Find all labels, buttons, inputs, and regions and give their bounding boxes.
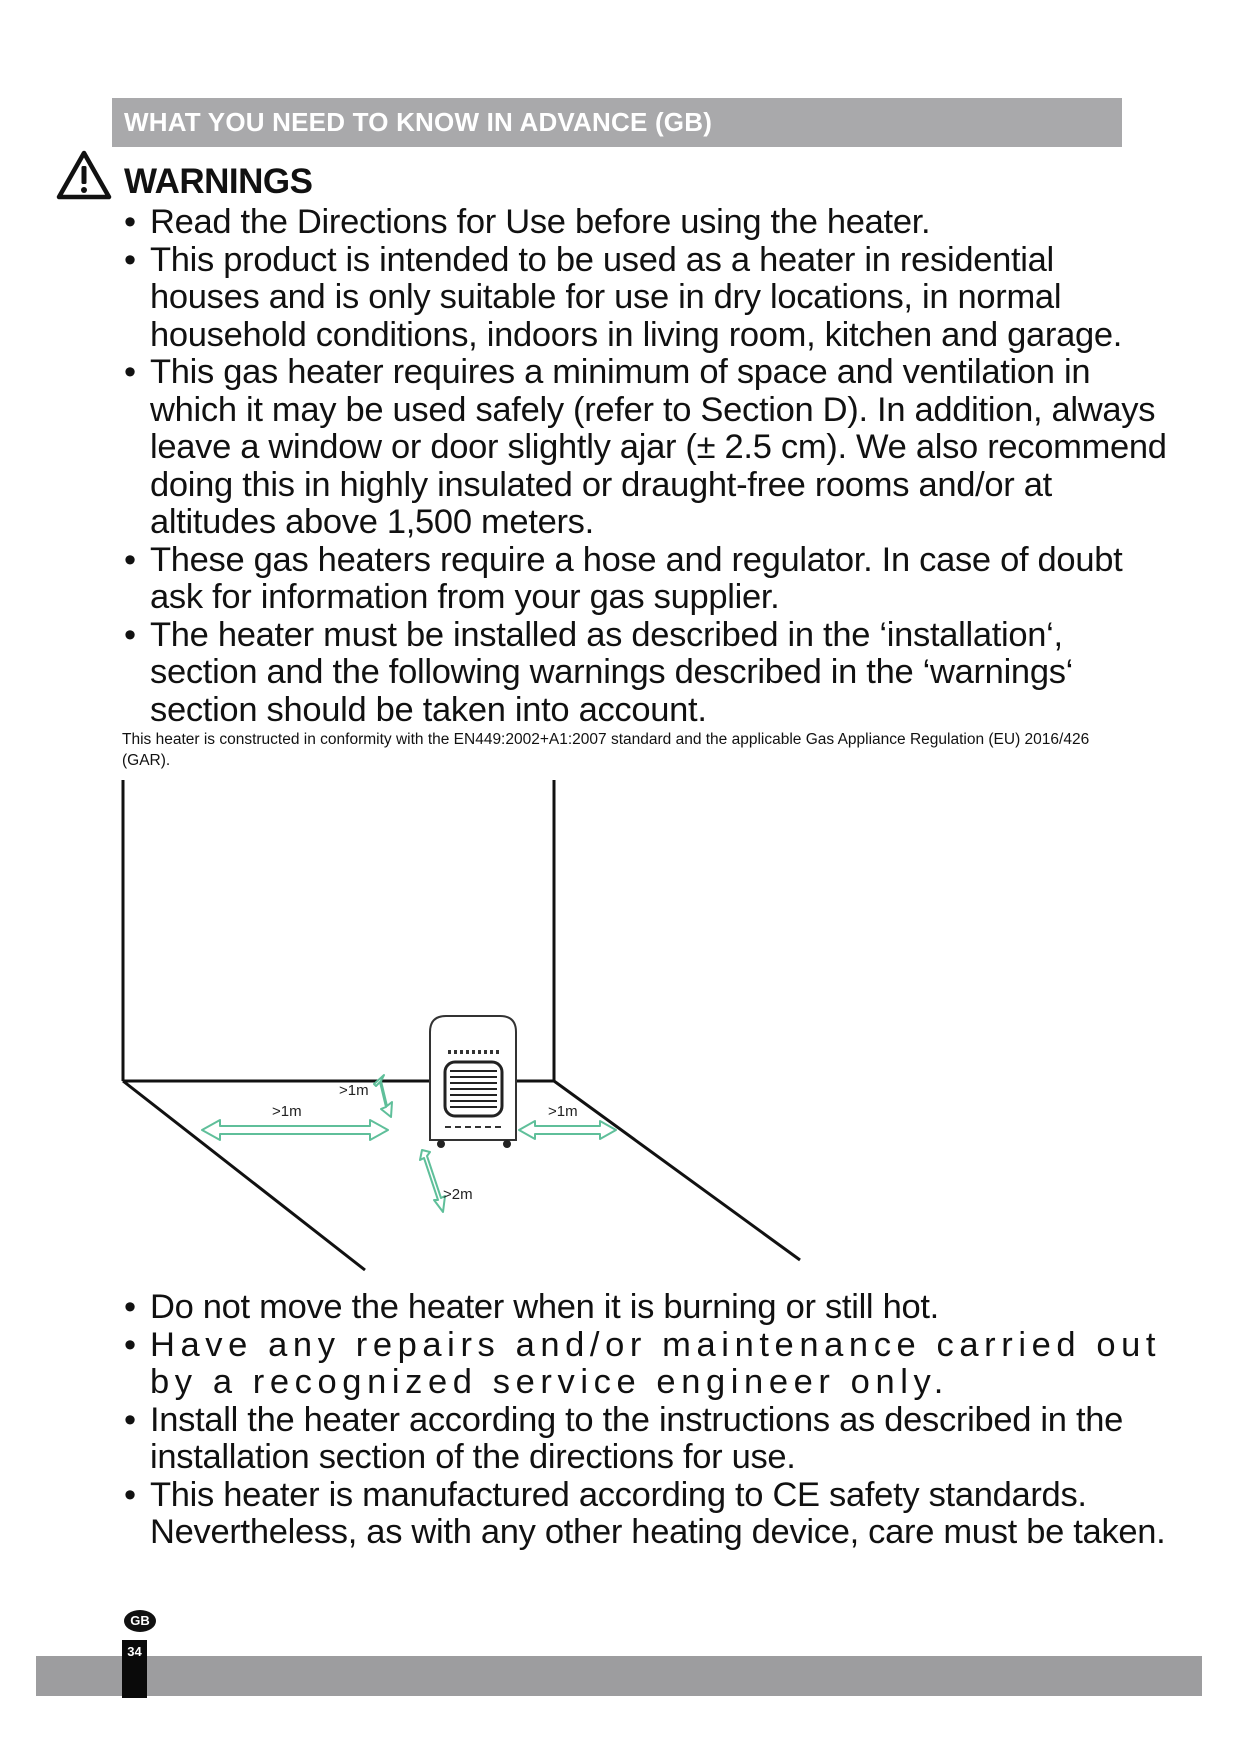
warning-item: • This product is intended to be used as a heater in residential houses and is only suitable for use in dry locations, in normal household conditions, indoors in living room, kitchen and garage. [122,242,1172,355]
warning-item: • This gas heater requires a minimum of space and ventilation in which it may be used safely (refer to Section D). In addition, always leave a window or door slightly ajar (± 2.5 cm). We also recommend doing this in highly insulated or draught-free rooms and/or at altitudes above 1,500 meters. [122,354,1172,542]
warning-item: • The heater must be installed as described in the ‘installation‘, section and the following warnings described in the ‘warnings‘ section should be taken into account. [122,617,1172,730]
warnings-list-bottom [122,1289,1172,1552]
section-header-title: WHAT YOU NEED TO KNOW IN ADVANCE (GB) [124,107,713,137]
label-right: >1m [548,1103,578,1120]
conformity-note: This heater is constructed in conformity with the EN449:2002+A1:2007 standard and the applicable Gas Appliance Regulation (EU) 2016/426 (GAR). [122,731,1090,769]
warning-item [122,1327,1172,1402]
section-header-bar [112,98,1122,147]
arrow-front [420,1150,445,1212]
arrow-left [202,1120,388,1140]
clearance-diagram [110,780,830,1280]
warning-item: • Do not move the heater when it is burning or still hot. [122,1289,1172,1327]
label-top: >1m [339,1082,369,1099]
warning-item: • These gas heaters require a hose and regulator. In case of doubt ask for information from your gas supplier. [122,542,1172,617]
label-left: >1m [272,1103,302,1120]
warning-item: • Install the heater according to the instructions as described in the installation section of the directions for use. [122,1402,1172,1477]
warning-item-text: Have any repairs and/or maintenance carried out by a recognized service engineer only. [150,1325,1162,1401]
footer-bar [36,1656,1202,1696]
warnings-list-top [122,204,1172,729]
region-badge: GB [124,1610,156,1632]
heater-illustration [430,1016,516,1148]
warning-item: • Read the Directions for Use before using the heater. [122,204,1172,242]
label-front: >2m [443,1186,473,1203]
warning-item: • This heater is manufactured according to CE safety standards. Nevertheless, as with any other heating device, care must be taken. [122,1477,1172,1552]
arrow-right [519,1121,616,1139]
warnings-title: WARNINGS [124,162,313,201]
warning-triangle-icon [56,150,112,200]
page-number: 34 [122,1640,147,1698]
